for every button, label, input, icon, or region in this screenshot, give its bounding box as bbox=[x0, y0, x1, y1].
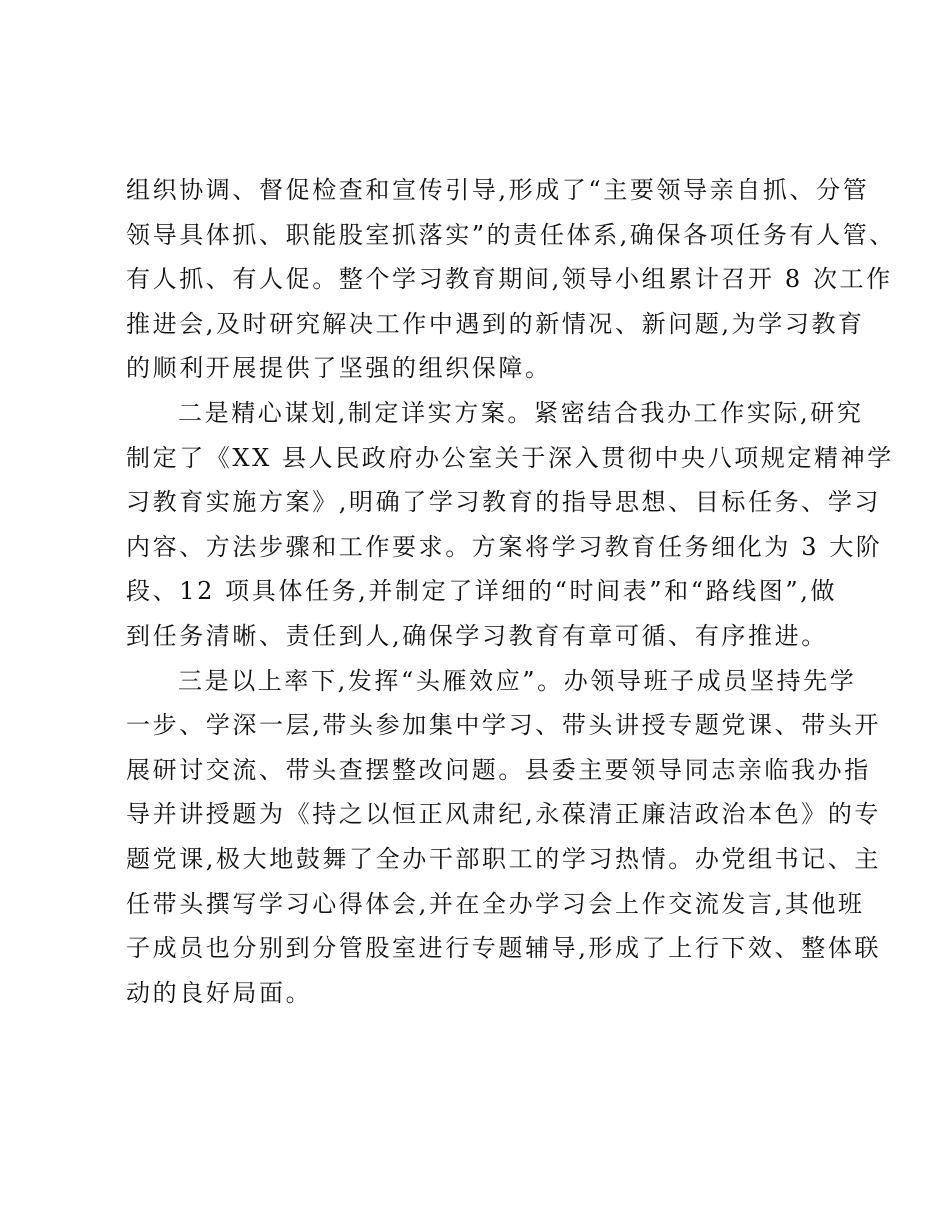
paragraph-2 bbox=[126, 391, 894, 659]
text-line: 组织协调、督促检查和宣传引导,形成了“主要领导亲自抓、分管 bbox=[126, 176, 870, 204]
text-line: 的顺利开展提供了坚强的组织保障。 bbox=[126, 354, 552, 383]
text-line: 一步、学深一层,带头参加集中学习、带头讲授专题党课、带头开 bbox=[126, 711, 882, 740]
text-line: 内容、方法步骤和工作要求。方案将学习教育任务细化为 3 大阶 bbox=[126, 532, 883, 561]
text-line: 制定了《XX 县人民政府办公室关于深入贯彻中央八项规定精神学 bbox=[126, 443, 894, 472]
text-line: 二是精心谋划,制定详实方案。紧密结合我办工作实际,研究 bbox=[178, 398, 864, 427]
text-line: 动的良好局面。 bbox=[126, 978, 313, 1007]
text-line: 子成员也分别到分管股室进行专题辅导,形成了上行下效、整体联 bbox=[126, 934, 882, 963]
text-line: 题党课,极大地鼓舞了全办干部职工的学习热情。办党组书记、主 bbox=[126, 844, 882, 873]
text-line: 展研讨交流、带头查摆整改问题。县委主要领导同志亲临我办指 bbox=[126, 755, 871, 784]
text-line: 段、12 项具体任务,并制定了详细的“时间表”和“路线图”,做 bbox=[126, 577, 838, 606]
paragraph-3 bbox=[126, 659, 882, 1016]
paragraph-1 bbox=[126, 168, 896, 391]
document-body bbox=[126, 168, 896, 1015]
text-line: 有人抓、有人促。整个学习教育期间,领导小组累计召开 8 次工作 bbox=[126, 265, 893, 294]
text-line: 导并讲授题为《持之以恒正风肃纪,永葆清正廉洁政治本色》的专 bbox=[126, 800, 882, 829]
text-line: 领导具体抓、职能股室抓落实”的责任体系,确保各项任务有人管、 bbox=[126, 220, 896, 249]
text-line: 三是以上率下,发挥“头雁效应”。办领导班子成员坚持先学 bbox=[178, 666, 857, 695]
text-line: 任带头撰写学习心得体会,并在全办学习会上作交流发言,其他班 bbox=[126, 889, 865, 918]
text-line: 到任务清晰、责任到人,确保学习教育有章可循、有序推进。 bbox=[126, 621, 828, 650]
text-line: 习教育实施方案》,明确了学习教育的指导思想、目标任务、学习 bbox=[126, 488, 882, 517]
text-line: 推进会,及时研究解决工作中遇到的新情况、新问题,为学习教育 bbox=[126, 309, 865, 338]
